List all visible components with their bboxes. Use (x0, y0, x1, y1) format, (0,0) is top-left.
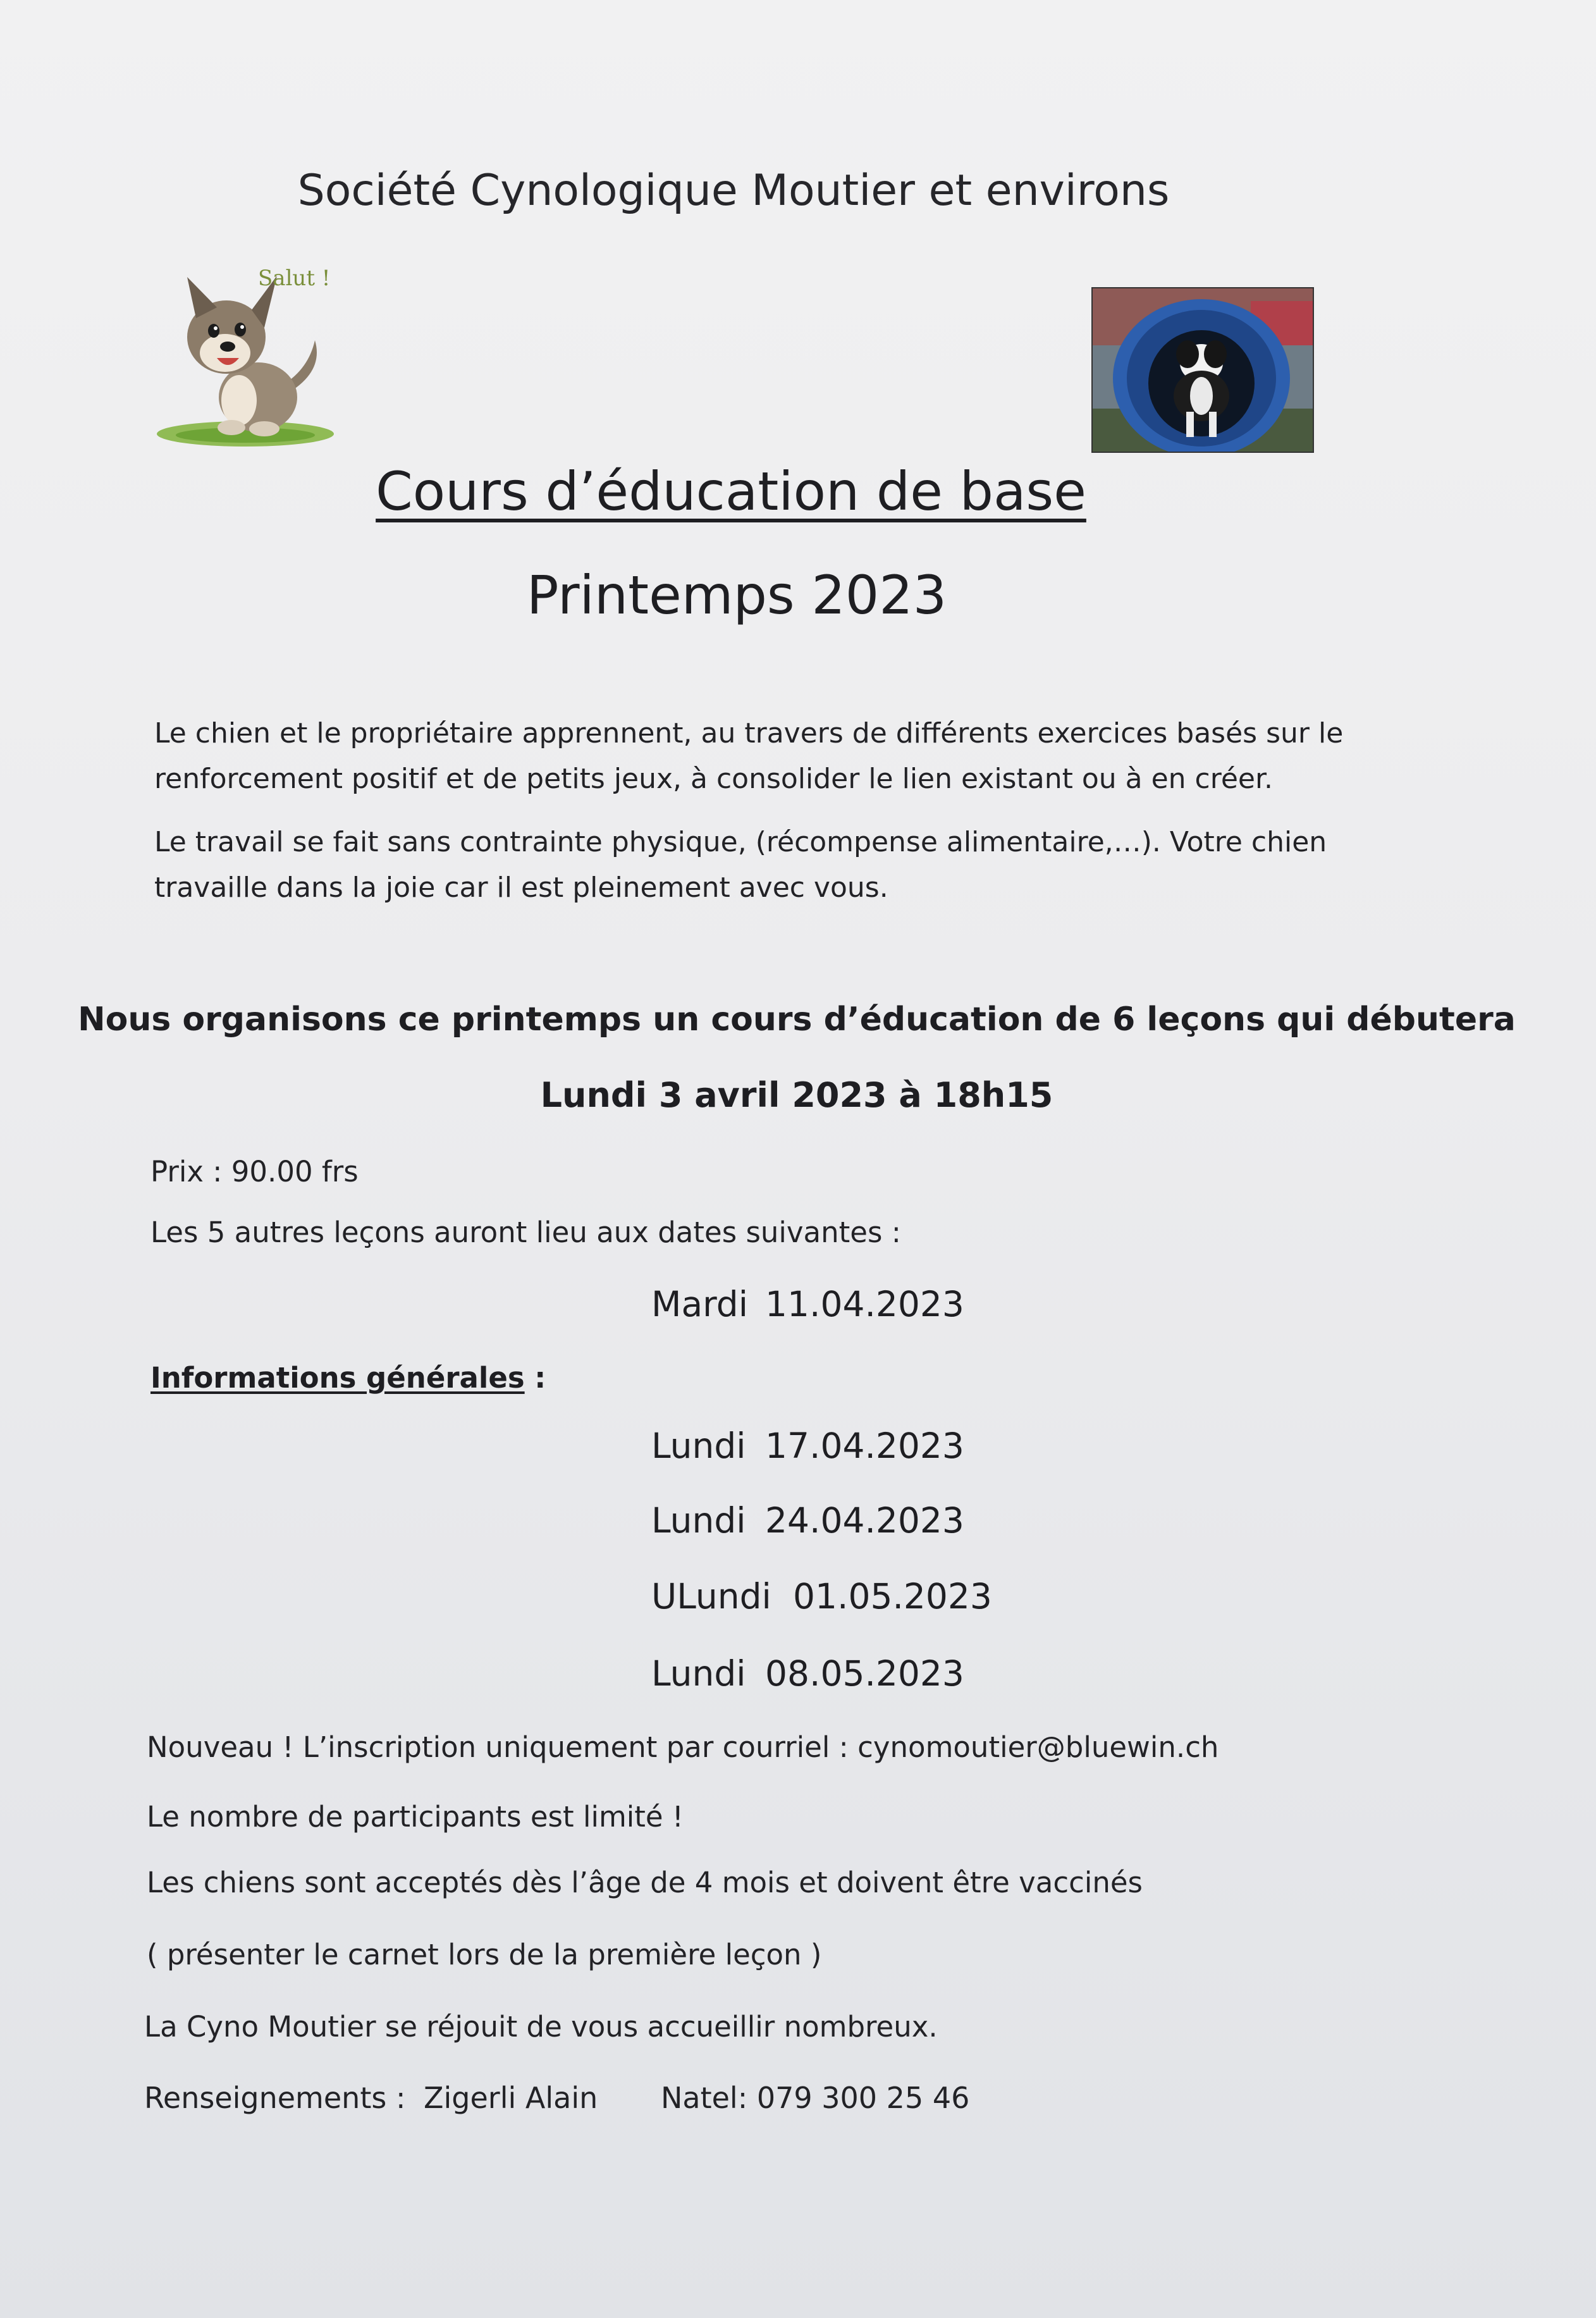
lesson-date-value: 01.05.2023 (793, 1576, 992, 1617)
lesson-day: Lundi (651, 1426, 746, 1466)
general-info-colon: : (524, 1361, 546, 1395)
price: Prix : 90.00 frs (150, 1155, 359, 1188)
cartoon-dog-illustration (157, 258, 347, 454)
salut-caption: Salut ! (258, 266, 331, 291)
lesson-date (651, 1284, 964, 1324)
season-title: Printemps 2023 (526, 564, 947, 626)
intro-paragraph-2: Le travail se fait sans contrainte physique, (récompense alimentaire,…). Votre chien travaille dans la joie car il est pleinement avec vous. (154, 826, 1327, 904)
contact-line (144, 2081, 969, 2115)
contact-name: Zigerli Alain (424, 2081, 598, 2115)
welcome-note: La Cyno Moutier se réjouit de vous accueillir nombreux. (144, 2010, 938, 2044)
lesson-date-value: 17.04.2023 (765, 1426, 964, 1466)
course-announcement: Nous organisons ce printemps un cours d’éducation de 6 leçons qui débutera (78, 1001, 1516, 1039)
start-date: Lundi 3 avril 2023 à 18h15 (540, 1075, 1053, 1115)
lesson-date-value: 11.04.2023 (765, 1284, 964, 1324)
lesson-date (651, 1500, 964, 1541)
course-title: Cours d’éducation de base (376, 460, 1086, 522)
vaccination-booklet-note: ( présenter le carnet lors de la première leçon ) (147, 1938, 822, 1971)
lesson-date (651, 1653, 964, 1694)
contact-phone: Natel: 079 300 25 46 (661, 2081, 970, 2115)
organization-title: Société Cynologique Moutier et environs (297, 166, 1170, 216)
lesson-day: Lundi (651, 1653, 746, 1694)
lesson-day: Mardi (651, 1284, 748, 1324)
lesson-date-value: 08.05.2023 (765, 1653, 964, 1694)
lesson-day: ULundi (651, 1576, 771, 1617)
general-info-label: Informations générales (150, 1361, 525, 1395)
intro-paragraph-1: Le chien et le propriétaire apprennent, au travers de différents exercices basés sur le renforcement positif et de petits jeux, à consolider le lien existant ou à en créer. (154, 717, 1344, 795)
registration-note: Nouveau ! L’inscription uniquement par courriel : cynomoutier@bluewin.ch (147, 1730, 1219, 1764)
lesson-day: Lundi (651, 1500, 746, 1541)
lesson-date-value: 24.04.2023 (765, 1500, 964, 1541)
lesson-date (651, 1576, 992, 1617)
general-info-heading (150, 1361, 546, 1395)
other-lessons-intro: Les 5 autres leçons auront lieu aux dates suivantes : (150, 1216, 901, 1249)
agility-photo (1091, 287, 1314, 453)
limited-participants-note: Le nombre de participants est limité ! (147, 1800, 684, 1834)
contact-label: Renseignements : (144, 2081, 406, 2115)
lesson-date (651, 1426, 964, 1466)
age-requirement-note: Les chiens sont acceptés dès l’âge de 4 mois et doivent être vaccinés (147, 1866, 1143, 1899)
agility-tunnel-dog-photo (1093, 288, 1313, 452)
